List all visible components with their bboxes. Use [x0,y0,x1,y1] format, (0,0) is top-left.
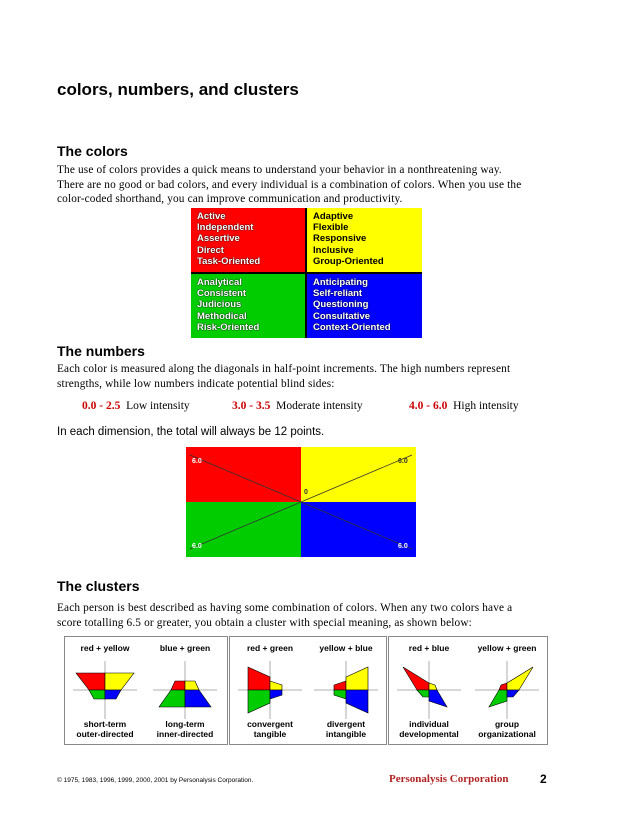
red-trait: Direct [197,244,224,256]
blue-trait: Context-Oriented [313,321,391,333]
cluster-label-line: tangible [253,729,287,739]
cluster-label-line: long-term [165,719,205,729]
cluster-label [60,719,150,739]
colors-paragraph [57,163,597,207]
cluster-label-line: divergent [326,719,366,729]
diagram-label-center: 0 [304,489,308,496]
blue-green-cluster-shape [153,661,217,719]
cluster-title: red + blue [408,643,450,653]
cluster-label [384,719,474,739]
cluster-label [462,719,552,739]
cluster-label-line: outer-directed [76,729,134,739]
cluster-title: yellow + blue [319,643,373,653]
green-trait: Judicious [197,299,242,311]
red-trait: Task-Oriented [197,255,261,267]
green-trait: Risk-Oriented [197,321,260,333]
cluster-label-line: organizational [478,729,536,739]
yellow-trait: Adaptive [313,211,354,222]
green-trait: Methodical [197,310,247,322]
clusters-para-line: score totalling 6.5 or greater, you obtain a cluster with special meaning, as shown below: [57,616,472,629]
copyright: © 1975, 1983, 1996, 1999, 2000, 2001 by Personalysis Corporation. [57,777,254,784]
numbers-para-line: Each color is measured along the diagonals in half-point increments. The high numbers represent [57,363,511,375]
cluster-title: red + green [246,643,294,653]
cluster-label-line: convergent [247,719,293,729]
cluster-label-line: group [494,719,520,729]
cluster-title: yellow + green [477,643,537,653]
range-low [82,400,190,412]
diagram-label-tl: 6.0 [192,458,202,465]
diagram-yellow [301,447,416,502]
numbers-paragraph [57,362,597,391]
diagram-label-bl: 6.0 [192,543,202,550]
yellow-trait: Flexible [313,222,349,234]
cluster-label [140,719,230,739]
total-note: In each dimension, the total will always be 12 points. [57,426,325,438]
green-trait: Analytical [197,277,242,288]
cluster-box-2 [229,636,387,745]
red-yellow-cluster-shape [73,661,137,719]
diagram-label-br: 6.0 [398,543,408,550]
cluster-label-line: short-term [83,719,127,729]
yellow-green-cluster-shape [475,661,539,719]
yellow-trait: Responsive [313,233,367,245]
range-label: Low intensity [126,400,190,412]
clusters-heading: The clusters [57,578,140,594]
page-number: 2 [540,772,547,786]
numbers-diagram [186,447,416,557]
blue-trait: Self-reliant [313,288,363,300]
blue-trait: Consultative [313,310,371,322]
cluster-box-3 [388,636,548,745]
range-label: Moderate intensity [276,400,363,412]
range-value: 3.0 - 3.5 [232,400,271,412]
yellow-blue-cluster-shape [314,661,378,719]
clusters-paragraph [57,601,597,630]
range-label: High intensity [453,400,519,412]
diagram-red [186,447,301,502]
yellow-trait: Group-Oriented [313,255,384,267]
red-blue-cluster-shape [397,661,461,719]
cluster-label-line: developmental [399,729,459,739]
red-trait: Active [197,211,226,222]
clusters-para-line: Each person is best described as having some combination of colors. When any two colors have a [57,602,513,614]
colors-para-line: color-coded shorthand, you can improve communication and productivity. [57,193,403,205]
range-value: 4.0 - 6.0 [409,400,448,412]
blue-quadrant [307,274,422,338]
cluster-label-line: intangible [325,729,367,739]
yellow-quadrant [307,208,422,272]
page-title: colors, numbers, and clusters [57,80,299,99]
green-quadrant [191,274,305,338]
red-green-cluster-shape [238,661,302,719]
colors-heading: The colors [57,143,128,159]
colors-para-line: There are no good or bad colors, and every individual is a combination of colors. When you use the [57,178,522,191]
green-trait: Consistent [197,288,247,300]
cluster-title: red + yellow [80,643,130,653]
range-value: 0.0 - 2.5 [82,400,121,412]
colors-para-line: The use of colors provides a quick means to understand your behavior in a nonthreatening way. [57,164,502,176]
color-quadrant-grid [191,208,422,338]
diagram-label-tr: 6.0 [398,458,408,465]
blue-trait: Anticipating [313,277,368,288]
cluster-label-line: individual [409,719,449,729]
diagram-green [186,502,301,557]
range-high [409,400,519,412]
red-trait: Independent [197,222,254,234]
cluster-box-1 [64,636,228,745]
red-quadrant [191,208,305,272]
numbers-heading: The numbers [57,343,145,359]
yellow-trait: Inclusive [313,244,354,256]
blue-trait: Questioning [313,299,369,311]
cluster-label [301,719,391,739]
range-moderate [232,400,363,412]
numbers-para-line: strengths, while low numbers indicate potential blind sides: [57,377,335,390]
company-name: Personalysis Corporation [389,773,509,785]
cluster-label-line: inner-directed [156,729,214,739]
red-trait: Assertive [197,233,240,245]
cluster-title: blue + green [159,643,211,653]
